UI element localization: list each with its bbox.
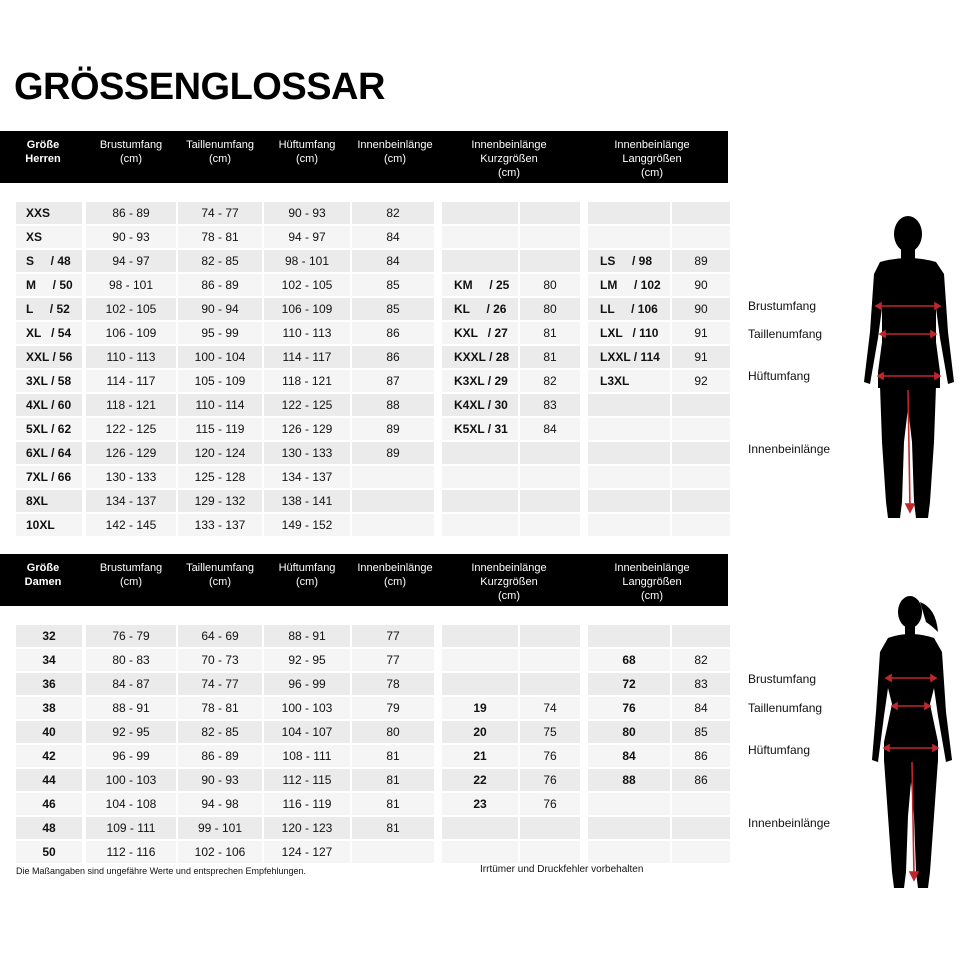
size-cell: XL / 54 — [16, 322, 82, 344]
table-row — [0, 624, 740, 648]
kurz-size-cell: 22 — [442, 769, 518, 791]
table-row — [0, 744, 740, 768]
size-cell: 3XL / 58 — [16, 370, 82, 392]
male-label-brust: Brustumfang — [748, 299, 817, 313]
kurz-size-cell: KM / 25 — [442, 274, 518, 296]
kurz-value-cell — [520, 514, 580, 536]
huefte-cell: 134 - 137 — [264, 466, 350, 488]
innen-cell — [352, 841, 434, 863]
lang-size-cell — [588, 442, 670, 464]
kurz-size-cell — [442, 490, 518, 512]
kurz-value-cell: 76 — [520, 769, 580, 791]
header-brust: Brustumfang (cm) — [99, 139, 163, 165]
size-cell: XXL / 56 — [16, 346, 82, 368]
header-taille: Taillenumfang (cm) — [186, 139, 254, 165]
size-cell: 48 — [16, 817, 82, 839]
footnote-left: Die Maßangaben sind ungefähre Werte und entsprechen Empfehlungen. — [16, 866, 307, 876]
lang-size-cell — [588, 841, 670, 863]
female-label-huefte: Hüftumfang — [748, 743, 811, 757]
innen-cell: 81 — [352, 793, 434, 815]
header-lang: Innenbeinlänge Langgrößen (cm) — [614, 139, 690, 179]
header-taille: Taillenumfang (cm) — [186, 562, 254, 588]
taille-cell: 102 - 106 — [178, 841, 262, 863]
size-cell: 46 — [16, 793, 82, 815]
lang-value-cell — [672, 466, 730, 488]
huefte-cell: 108 - 111 — [264, 745, 350, 767]
brust-cell: 94 - 97 — [86, 250, 176, 272]
kurz-value-cell: 83 — [520, 394, 580, 416]
lang-value-cell — [672, 625, 730, 647]
taille-cell: 99 - 101 — [178, 817, 262, 839]
kurz-value-cell: 81 — [520, 346, 580, 368]
innen-cell — [352, 466, 434, 488]
kurz-size-cell — [442, 673, 518, 695]
female-label-innen: Innenbeinlänge — [748, 816, 831, 830]
table-row — [0, 720, 740, 744]
header-lang: Innenbeinlänge Langgrößen (cm) — [614, 562, 690, 602]
innen-cell: 84 — [352, 250, 434, 272]
kurz-size-cell — [442, 226, 518, 248]
lang-value-cell: 86 — [672, 769, 730, 791]
kurz-size-cell — [442, 250, 518, 272]
kurz-size-cell: K4XL / 30 — [442, 394, 518, 416]
lang-size-cell: 80 — [588, 721, 670, 743]
size-cell: M / 50 — [16, 274, 82, 296]
table-row — [0, 321, 740, 345]
table-row — [0, 393, 740, 417]
page-title: GRÖSSENGLOSSAR — [14, 66, 385, 108]
brust-cell: 142 - 145 — [86, 514, 176, 536]
brust-cell: 109 - 111 — [86, 817, 176, 839]
table-row — [0, 201, 740, 225]
table-row — [0, 648, 740, 672]
table-row — [0, 840, 740, 864]
lang-size-cell: 84 — [588, 745, 670, 767]
innen-cell: 85 — [352, 274, 434, 296]
taille-cell: 78 - 81 — [178, 697, 262, 719]
header-innen: Innenbeinlänge (cm) — [357, 139, 433, 165]
taille-cell: 94 - 98 — [178, 793, 262, 815]
lang-value-cell: 89 — [672, 250, 730, 272]
size-cell: 10XL — [16, 514, 82, 536]
kurz-size-cell — [442, 841, 518, 863]
kurz-value-cell: 84 — [520, 418, 580, 440]
taille-cell: 86 - 89 — [178, 274, 262, 296]
kurz-value-cell: 81 — [520, 322, 580, 344]
taille-cell: 90 - 93 — [178, 769, 262, 791]
size-cell: 42 — [16, 745, 82, 767]
size-cell: 44 — [16, 769, 82, 791]
kurz-value-cell: 74 — [520, 697, 580, 719]
taille-cell: 120 - 124 — [178, 442, 262, 464]
innen-cell: 82 — [352, 202, 434, 224]
brust-cell: 126 - 129 — [86, 442, 176, 464]
huefte-cell: 114 - 117 — [264, 346, 350, 368]
brust-cell: 122 - 125 — [86, 418, 176, 440]
size-cell: 34 — [16, 649, 82, 671]
lang-size-cell — [588, 490, 670, 512]
brust-cell: 134 - 137 — [86, 490, 176, 512]
innen-cell: 86 — [352, 322, 434, 344]
size-cell: XXS — [16, 202, 82, 224]
header-size-herren: Größe Herren — [25, 139, 61, 165]
lang-value-cell: 85 — [672, 721, 730, 743]
taille-cell: 90 - 94 — [178, 298, 262, 320]
kurz-size-cell: KXXL / 28 — [442, 346, 518, 368]
lang-size-cell — [588, 817, 670, 839]
taille-cell: 100 - 104 — [178, 346, 262, 368]
innen-cell: 80 — [352, 721, 434, 743]
brust-cell: 130 - 133 — [86, 466, 176, 488]
huefte-cell: 110 - 113 — [264, 322, 350, 344]
kurz-size-cell — [442, 649, 518, 671]
kurz-value-cell — [520, 202, 580, 224]
table-row — [0, 672, 740, 696]
lang-size-cell: LS / 98 — [588, 250, 670, 272]
taille-cell: 74 - 77 — [178, 202, 262, 224]
innen-cell — [352, 490, 434, 512]
innen-cell — [352, 514, 434, 536]
lang-size-cell — [588, 418, 670, 440]
size-cell: 40 — [16, 721, 82, 743]
innen-cell: 86 — [352, 346, 434, 368]
huefte-cell: 130 - 133 — [264, 442, 350, 464]
size-cell: 32 — [16, 625, 82, 647]
kurz-value-cell: 82 — [520, 370, 580, 392]
lang-size-cell: 88 — [588, 769, 670, 791]
brust-cell: 88 - 91 — [86, 697, 176, 719]
innen-cell: 79 — [352, 697, 434, 719]
kurz-size-cell: K3XL / 29 — [442, 370, 518, 392]
kurz-size-cell: KXL / 27 — [442, 322, 518, 344]
kurz-value-cell — [520, 649, 580, 671]
herren-table-header — [0, 131, 728, 183]
brust-cell: 98 - 101 — [86, 274, 176, 296]
innen-cell: 88 — [352, 394, 434, 416]
huefte-cell: 149 - 152 — [264, 514, 350, 536]
innen-cell: 81 — [352, 817, 434, 839]
huefte-cell: 106 - 109 — [264, 298, 350, 320]
innen-cell: 77 — [352, 649, 434, 671]
lang-size-cell: LL / 106 — [588, 298, 670, 320]
huefte-cell: 112 - 115 — [264, 769, 350, 791]
table-row — [0, 489, 740, 513]
brust-cell: 100 - 103 — [86, 769, 176, 791]
female-label-brust: Brustumfang — [748, 672, 817, 686]
huefte-cell: 100 - 103 — [264, 697, 350, 719]
brust-cell: 114 - 117 — [86, 370, 176, 392]
lang-size-cell — [588, 226, 670, 248]
kurz-value-cell — [520, 673, 580, 695]
brust-cell: 118 - 121 — [86, 394, 176, 416]
lang-value-cell: 86 — [672, 745, 730, 767]
huefte-cell: 96 - 99 — [264, 673, 350, 695]
brust-cell: 86 - 89 — [86, 202, 176, 224]
lang-size-cell: L3XL — [588, 370, 670, 392]
kurz-size-cell — [442, 817, 518, 839]
kurz-value-cell: 80 — [520, 274, 580, 296]
header-brust: Brustumfang (cm) — [99, 562, 163, 588]
table-row — [0, 249, 740, 273]
brust-cell: 80 - 83 — [86, 649, 176, 671]
kurz-value-cell: 80 — [520, 298, 580, 320]
table-row — [0, 273, 740, 297]
kurz-size-cell: KL / 26 — [442, 298, 518, 320]
header-kurz: Innenbeinlänge Kurzgrößen (cm) — [471, 139, 547, 179]
huefte-cell: 126 - 129 — [264, 418, 350, 440]
kurz-value-cell — [520, 841, 580, 863]
taille-cell: 110 - 114 — [178, 394, 262, 416]
brust-cell: 106 - 109 — [86, 322, 176, 344]
table-row — [0, 345, 740, 369]
brust-cell: 110 - 113 — [86, 346, 176, 368]
table-row — [0, 816, 740, 840]
size-cell: L / 52 — [16, 298, 82, 320]
innen-cell: 84 — [352, 226, 434, 248]
huefte-cell: 88 - 91 — [264, 625, 350, 647]
table-row — [0, 696, 740, 720]
header-kurz: Innenbeinlänge Kurzgrößen (cm) — [471, 562, 547, 602]
header-size-damen: Größe Damen — [24, 562, 62, 588]
lang-value-cell: 84 — [672, 697, 730, 719]
size-cell: 6XL / 64 — [16, 442, 82, 464]
lang-value-cell: 90 — [672, 298, 730, 320]
brust-cell: 112 - 116 — [86, 841, 176, 863]
lang-value-cell — [672, 841, 730, 863]
lang-value-cell: 91 — [672, 346, 730, 368]
lang-value-cell — [672, 202, 730, 224]
kurz-value-cell: 75 — [520, 721, 580, 743]
taille-cell: 74 - 77 — [178, 673, 262, 695]
table-row — [0, 369, 740, 393]
lang-size-cell: 76 — [588, 697, 670, 719]
lang-size-cell — [588, 625, 670, 647]
innen-cell: 89 — [352, 442, 434, 464]
innen-cell: 78 — [352, 673, 434, 695]
lang-value-cell — [672, 418, 730, 440]
kurz-size-cell: 20 — [442, 721, 518, 743]
taille-cell: 82 - 85 — [178, 250, 262, 272]
kurz-size-cell — [442, 442, 518, 464]
size-cell: S / 48 — [16, 250, 82, 272]
kurz-value-cell — [520, 226, 580, 248]
brust-cell: 90 - 93 — [86, 226, 176, 248]
kurz-value-cell — [520, 490, 580, 512]
lang-value-cell: 92 — [672, 370, 730, 392]
innen-cell: 87 — [352, 370, 434, 392]
taille-cell: 129 - 132 — [178, 490, 262, 512]
taille-cell: 133 - 137 — [178, 514, 262, 536]
huefte-cell: 102 - 105 — [264, 274, 350, 296]
lang-size-cell: LXL / 110 — [588, 322, 670, 344]
huefte-cell: 90 - 93 — [264, 202, 350, 224]
header-innen: Innenbeinlänge (cm) — [357, 562, 433, 588]
table-row — [0, 768, 740, 792]
brust-cell: 96 - 99 — [86, 745, 176, 767]
table-row — [0, 792, 740, 816]
size-cell: 4XL / 60 — [16, 394, 82, 416]
lang-size-cell — [588, 514, 670, 536]
lang-value-cell — [672, 442, 730, 464]
lang-value-cell: 91 — [672, 322, 730, 344]
lang-size-cell — [588, 466, 670, 488]
huefte-cell: 120 - 123 — [264, 817, 350, 839]
taille-cell: 64 - 69 — [178, 625, 262, 647]
kurz-size-cell — [442, 514, 518, 536]
size-cell: 8XL — [16, 490, 82, 512]
innen-cell: 81 — [352, 745, 434, 767]
huefte-cell: 116 - 119 — [264, 793, 350, 815]
lang-value-cell: 82 — [672, 649, 730, 671]
table-row — [0, 297, 740, 321]
lang-value-cell — [672, 817, 730, 839]
taille-cell: 70 - 73 — [178, 649, 262, 671]
male-silhouette-figure — [856, 212, 960, 530]
lang-size-cell — [588, 202, 670, 224]
brust-cell: 102 - 105 — [86, 298, 176, 320]
brust-cell: 84 - 87 — [86, 673, 176, 695]
table-row — [0, 417, 740, 441]
lang-size-cell — [588, 793, 670, 815]
lang-value-cell — [672, 514, 730, 536]
taille-cell: 125 - 128 — [178, 466, 262, 488]
kurz-value-cell — [520, 625, 580, 647]
damen-table-header — [0, 554, 728, 606]
huefte-cell: 124 - 127 — [264, 841, 350, 863]
brust-cell: 92 - 95 — [86, 721, 176, 743]
taille-cell: 105 - 109 — [178, 370, 262, 392]
lang-size-cell: LXXL / 114 — [588, 346, 670, 368]
lang-size-cell: LM / 102 — [588, 274, 670, 296]
innen-cell: 89 — [352, 418, 434, 440]
lang-value-cell — [672, 490, 730, 512]
huefte-cell: 92 - 95 — [264, 649, 350, 671]
kurz-size-cell — [442, 466, 518, 488]
taille-cell: 95 - 99 — [178, 322, 262, 344]
male-label-huefte: Hüftumfang — [748, 369, 811, 383]
lang-value-cell — [672, 394, 730, 416]
kurz-size-cell — [442, 202, 518, 224]
lang-value-cell — [672, 793, 730, 815]
huefte-cell: 122 - 125 — [264, 394, 350, 416]
lang-value-cell — [672, 226, 730, 248]
size-cell: 7XL / 66 — [16, 466, 82, 488]
innen-cell: 81 — [352, 769, 434, 791]
male-label-taille: Taillenumfang — [748, 327, 823, 341]
huefte-cell: 104 - 107 — [264, 721, 350, 743]
male-label-innen: Innenbeinlänge — [748, 442, 831, 456]
header-huefte: Hüftumfang (cm) — [278, 562, 336, 588]
kurz-size-cell: 21 — [442, 745, 518, 767]
table-row — [0, 513, 740, 537]
kurz-value-cell — [520, 442, 580, 464]
huefte-cell: 94 - 97 — [264, 226, 350, 248]
kurz-value-cell — [520, 817, 580, 839]
table-row — [0, 465, 740, 489]
huefte-cell: 138 - 141 — [264, 490, 350, 512]
innen-cell: 77 — [352, 625, 434, 647]
lang-size-cell: 68 — [588, 649, 670, 671]
header-huefte: Hüftumfang (cm) — [278, 139, 336, 165]
kurz-size-cell: K5XL / 31 — [442, 418, 518, 440]
innen-cell: 85 — [352, 298, 434, 320]
kurz-size-cell: 23 — [442, 793, 518, 815]
footnote-right: Irrtümer und Druckfehler vorbehalten — [480, 864, 644, 875]
lang-value-cell: 83 — [672, 673, 730, 695]
lang-value-cell: 90 — [672, 274, 730, 296]
kurz-size-cell: 19 — [442, 697, 518, 719]
huefte-cell: 98 - 101 — [264, 250, 350, 272]
lang-size-cell — [588, 394, 670, 416]
size-cell: 50 — [16, 841, 82, 863]
lang-size-cell: 72 — [588, 673, 670, 695]
kurz-value-cell: 76 — [520, 793, 580, 815]
brust-cell: 76 - 79 — [86, 625, 176, 647]
size-cell: 38 — [16, 697, 82, 719]
kurz-value-cell — [520, 250, 580, 272]
kurz-value-cell: 76 — [520, 745, 580, 767]
female-label-taille: Taillenumfang — [748, 701, 823, 715]
table-row — [0, 225, 740, 249]
kurz-size-cell — [442, 625, 518, 647]
huefte-cell: 118 - 121 — [264, 370, 350, 392]
female-silhouette-figure — [872, 592, 954, 892]
size-cell: 36 — [16, 673, 82, 695]
taille-cell: 82 - 85 — [178, 721, 262, 743]
taille-cell: 78 - 81 — [178, 226, 262, 248]
taille-cell: 115 - 119 — [178, 418, 262, 440]
kurz-value-cell — [520, 466, 580, 488]
size-cell: 5XL / 62 — [16, 418, 82, 440]
brust-cell: 104 - 108 — [86, 793, 176, 815]
table-row — [0, 441, 740, 465]
taille-cell: 86 - 89 — [178, 745, 262, 767]
size-cell: XS — [16, 226, 82, 248]
